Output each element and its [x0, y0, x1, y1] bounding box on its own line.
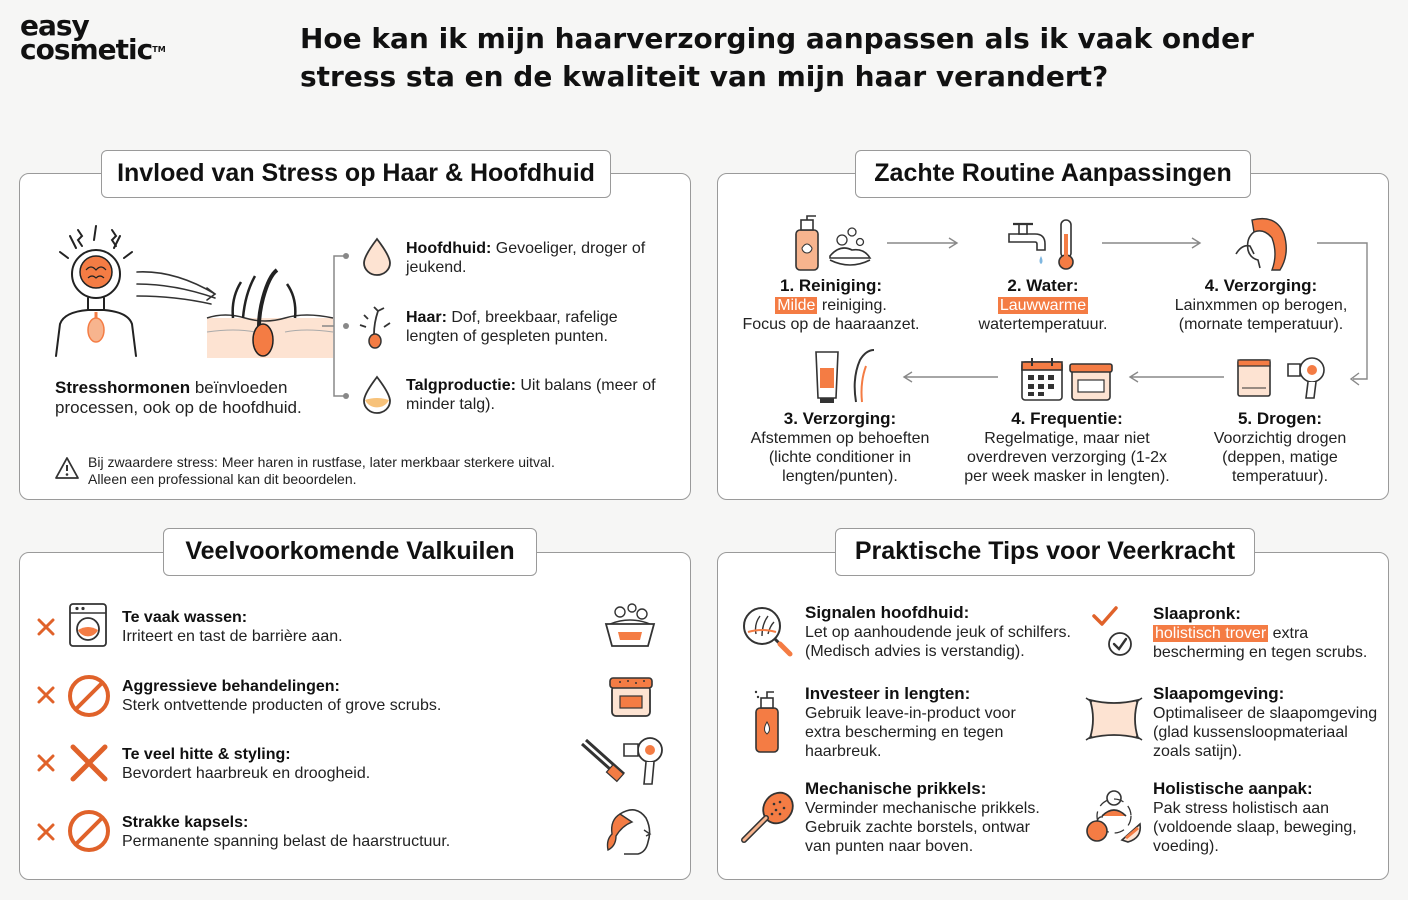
routine-step-1-title: 1. Reiniging: — [780, 276, 882, 295]
routine-step-5-line3: temperatuur). — [1231, 468, 1329, 485]
tip-scalp-line1: Let op aanhoudende jeuk of schilfers. — [805, 624, 1071, 641]
tip-mechanical-line1: Verminder mechanische prikkels. — [805, 800, 1040, 817]
checkmarks-icon — [1090, 604, 1140, 660]
foam-basin-icon — [604, 602, 656, 650]
hairbrush-icon — [740, 790, 796, 846]
stress-item-scalp — [406, 239, 656, 277]
tip-mechanical — [805, 779, 1095, 856]
leave-in-bottle-icon — [752, 688, 782, 754]
stress-warning-line2: Alleen een professional kan dit beoordelen. — [88, 471, 357, 487]
routine-step-2-highlight: Lauwwarme — [999, 297, 1087, 314]
pitfall-3-title: Te veel hitte & styling: — [122, 746, 291, 763]
routine-step-4b-line2: overdreven verzorging (1-2x — [966, 449, 1168, 466]
routine-step-1-line1: reiniging. — [817, 297, 887, 314]
stress-item-sebum-text: Uit balans (meer of minder talg). — [406, 377, 656, 413]
routine-step-3-line3: lengten/punten). — [782, 468, 898, 485]
routine-step-5-line1: Voorzichtig drogen — [1213, 430, 1347, 447]
prohibited-icon — [66, 808, 112, 854]
routine-step-4a-title: 4. Verzorging: — [1204, 276, 1318, 295]
pitfall-3-text: Bevordert haarbreuk en droogheid. — [122, 765, 371, 782]
tip-sleep-env-line2: (glad kussensloopmateriaal — [1153, 724, 1348, 741]
arrow-left-2 — [900, 370, 1000, 384]
pitfall-item-3 — [122, 745, 562, 783]
pillow-icon — [1084, 694, 1144, 744]
tip-holistic — [1153, 779, 1385, 856]
stress-warning — [88, 454, 678, 488]
tip-mechanical-line2: Gebruik zachte borstels, ontwar — [805, 819, 1030, 836]
tip-mechanical-title: Mechanische prikkels: — [805, 779, 987, 798]
logo-line2: cosmetic — [20, 33, 153, 66]
hair-care-woman-icon — [1232, 214, 1292, 272]
calendar-jar-icon — [1020, 356, 1114, 404]
tip-sleep-highlight: holistisch trover — [1155, 625, 1267, 642]
routine-heading: Zachte Routine Aanpassingen — [855, 150, 1251, 198]
bracket-connector — [320, 252, 350, 402]
stress-caption-text: beïnvloeden processen, ook op de hoofdhuid. — [55, 378, 302, 417]
pitfall-4-text: Permanente spanning belast de haarstructuur. — [122, 833, 451, 850]
arrow-left-1 — [1126, 370, 1226, 384]
routine-step-3 — [740, 409, 940, 486]
conditioner-tube-icon — [812, 348, 880, 404]
pitfall-4-title: Strakke kapsels: — [122, 814, 249, 831]
shampoo-bottle-icon — [790, 214, 874, 272]
routine-step-5 — [1196, 409, 1364, 486]
brand-logo — [20, 9, 166, 66]
tip-sleep-title: Slaapronk: — [1153, 604, 1241, 623]
tip-holistic-line2: (voldoende slaap, beweging, — [1153, 819, 1357, 836]
hair-follicle-icon — [205, 268, 335, 360]
routine-step-2 — [946, 276, 1140, 334]
routine-step-2-line2: watertemperatuur. — [978, 316, 1108, 333]
tip-scalp-title: Signalen hoofdhuid: — [805, 603, 970, 622]
arrow-right-1 — [885, 236, 961, 250]
large-x-icon — [68, 742, 110, 784]
routine-step-4b-line3: per week masker in lengten). — [964, 468, 1170, 485]
arrow-right-2 — [1100, 236, 1204, 250]
straightener-dryer-icon — [578, 736, 666, 790]
tip-lengths-line1: Gebruik leave-in-product voor — [805, 705, 1016, 722]
tip-sleep — [1153, 604, 1383, 662]
routine-step-5-title: 5. Drogen: — [1237, 409, 1323, 428]
stress-heading: Invloed van Stress op Haar & Hoofdhuid — [101, 150, 611, 198]
tip-sleep-environment — [1153, 684, 1385, 761]
pitfall-item-4 — [122, 813, 562, 851]
stress-caption — [55, 378, 325, 418]
towel-dryer-icon — [1236, 352, 1330, 400]
tip-holistic-line3: voeding). — [1153, 838, 1219, 855]
tip-lengths-line3: haarbreuk. — [805, 743, 882, 760]
tip-holistic-title: Holistische aanpak: — [1153, 779, 1313, 798]
routine-step-4a-line2: (mornate temperatuur). — [1178, 316, 1344, 333]
logo-tm: TM — [152, 45, 166, 54]
routine-step-1-highlight: Milde — [777, 297, 816, 314]
tip-lengths-line2: extra bescherming en tegen — [805, 724, 1004, 741]
stress-item-scalp-text: Gevoeliger, droger of jeukend. — [406, 240, 646, 276]
stress-item-scalp-label: Hoofdhuid: — [406, 240, 492, 257]
tip-sleep-line2: bescherming en tegen scrubs. — [1153, 644, 1368, 661]
routine-step-1-line2: Focus op de haaraanzet. — [742, 316, 920, 333]
routine-step-3-line2: (lichte conditioner in — [768, 449, 912, 466]
stress-warning-line1: Bij zwaardere stress: Meer haren in rustfase, later merkbaar sterkere uitval. — [88, 454, 555, 470]
tip-sleep-env-line3: zoals satijn). — [1153, 743, 1242, 760]
routine-step-3-title: 3. Verzorging: — [783, 409, 897, 428]
pitfalls-heading: Veelvoorkomende Valkuilen — [163, 528, 537, 576]
x-mark-icon — [36, 753, 56, 773]
tip-sleep-env-title: Slaapomgeving: — [1153, 684, 1285, 703]
routine-step-5-line2: (deppen, matige — [1222, 449, 1338, 466]
holistic-person-fruit-icon — [1084, 786, 1144, 846]
x-mark-icon — [36, 685, 56, 705]
routine-step-1 — [728, 276, 934, 334]
stress-item-sebum-label: Talgproductie: — [406, 377, 516, 394]
routine-step-4b-title: 4. Frequentie: — [1011, 409, 1123, 428]
logo-line1: easy — [20, 9, 89, 42]
stress-item-hair-text: Dof, breekbaar, rafelige lengten of gespleten punten. — [406, 309, 618, 345]
stress-item-hair — [406, 308, 656, 346]
routine-step-2-title: 2. Water: — [1007, 276, 1079, 295]
tip-lengths — [805, 684, 1095, 761]
routine-step-4b — [954, 409, 1180, 486]
scrub-jar-icon — [608, 672, 654, 718]
pitfall-1-title: Te vaak wassen: — [122, 609, 248, 626]
oil-drop-icon — [360, 374, 394, 414]
stress-item-sebum — [406, 376, 656, 414]
tips-heading: Praktische Tips voor Veerkracht — [835, 528, 1255, 576]
prohibited-icon — [66, 673, 112, 719]
tip-lengths-title: Investeer in lengten: — [805, 684, 971, 703]
routine-step-4a-line1: Lainxmmen op berogen, — [1174, 297, 1348, 314]
pitfall-item-2 — [122, 677, 562, 715]
page-title: Hoe kan ik mijn haarverzorging aanpassen als ik vaak onder stress sta en de kwaliteit van mijn haar verandert? — [300, 22, 1254, 93]
tip-scalp — [805, 603, 1095, 661]
warning-icon — [54, 456, 80, 480]
faucet-thermometer-icon — [1005, 216, 1081, 272]
tip-sleep-line1: extra — [1268, 625, 1309, 642]
pitfall-2-text: Sterk ontvettende producten of grove scrubs. — [122, 697, 442, 714]
routine-step-3-line1: Afstemmen op behoeften — [750, 430, 930, 447]
tip-sleep-env-line1: Optimaliseer de slaapomgeving — [1153, 705, 1378, 722]
routine-step-4a — [1166, 276, 1356, 334]
broken-hair-icon — [358, 305, 392, 349]
stress-caption-bold: Stresshormonen — [55, 378, 191, 397]
routine-step-4b-line1: Regelmatige, maar niet — [984, 430, 1150, 447]
pitfall-1-text: Irriteert en tast de barrière aan. — [122, 628, 343, 645]
stress-item-hair-label: Haar: — [406, 309, 447, 326]
tip-holistic-line1: Pak stress holistisch aan — [1153, 800, 1330, 817]
pitfall-2-title: Aggressieve behandelingen: — [122, 678, 340, 695]
tip-mechanical-line3: van punten naar boven. — [805, 838, 974, 855]
ponytail-head-icon — [602, 806, 658, 856]
x-mark-icon — [36, 822, 56, 842]
washing-machine-icon — [68, 602, 108, 648]
droplet-icon — [360, 236, 394, 276]
magnifier-scalp-icon — [740, 604, 794, 658]
tip-scalp-line2: (Medisch advies is verstandig). — [805, 643, 1025, 660]
pitfall-item-1 — [122, 608, 562, 646]
x-mark-icon — [36, 617, 56, 637]
